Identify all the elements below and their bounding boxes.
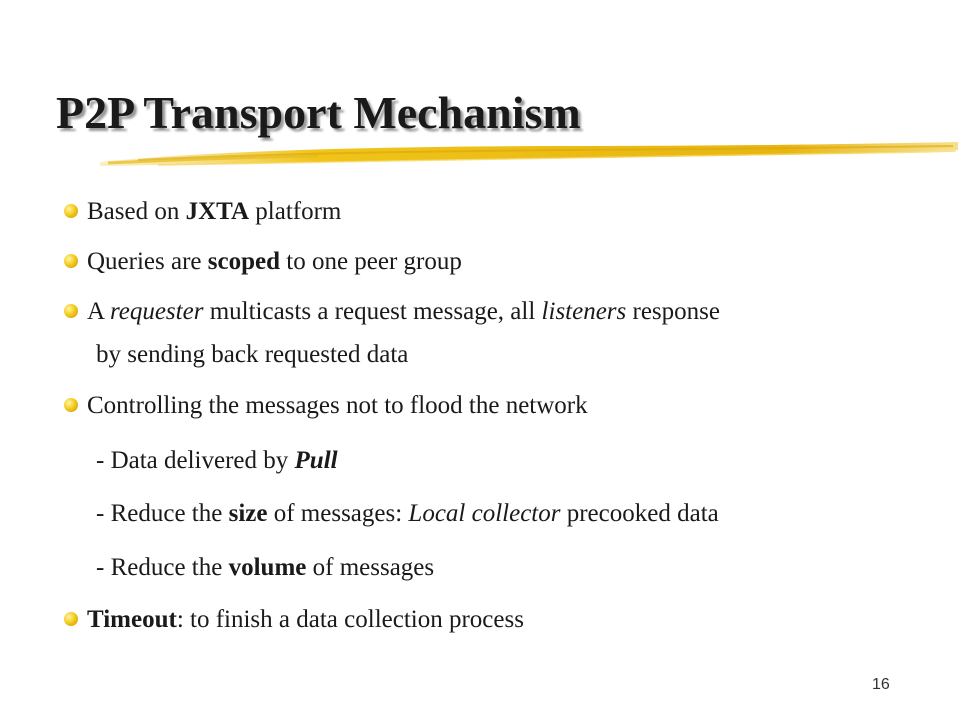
sub-item-text: - Reduce the: [96, 554, 229, 581]
sub-item-volume: [96, 553, 434, 583]
sub-item-emphasis: volume: [228, 554, 307, 581]
sub-item-pull: [96, 446, 338, 476]
bullet-item-requester-continued: by sending back requested data: [96, 341, 409, 368]
sub-item-text: of messages:: [267, 500, 409, 527]
bullet-text: platform: [249, 198, 342, 225]
bullet-icon: [64, 612, 78, 626]
bullet-emphasis: Timeout: [87, 606, 177, 633]
page-number: 16: [872, 676, 890, 693]
sub-item-size: [96, 499, 719, 529]
bullet-item-requester: [87, 297, 720, 327]
bullet-item-jxta: [87, 197, 341, 227]
sub-item-emphasis: size: [228, 500, 268, 527]
bullet-text: to one peer group: [280, 248, 462, 275]
bullet-emphasis: JXTA: [185, 198, 250, 225]
title-underline-brushstroke: [98, 136, 960, 176]
bullet-icon: [64, 304, 78, 318]
bullet-text: response: [626, 298, 720, 325]
bullet-emphasis: requester: [109, 298, 204, 325]
sub-item-text: - Data delivered by: [96, 447, 295, 474]
bullet-text: Based on: [87, 198, 186, 225]
bullet-item-controlling: Controlling the messages not to flood the network: [87, 392, 588, 419]
bullet-text: multicasts a request message, all: [203, 298, 542, 325]
bullet-text: : to finish a data collection process: [176, 606, 524, 633]
bullet-icon: [64, 204, 78, 218]
sub-item-text: precooked data: [560, 500, 719, 527]
bullet-emphasis: scoped: [207, 248, 280, 275]
sub-item-emphasis: Pull: [294, 447, 338, 474]
bullet-item-scoped: [87, 247, 462, 277]
sub-item-text: - Reduce the: [96, 500, 229, 527]
bullet-text: A: [87, 298, 110, 325]
bullet-icon: [64, 398, 78, 412]
bullet-item-timeout: [87, 605, 524, 635]
bullet-icon: [64, 254, 78, 268]
bullet-emphasis: listeners: [541, 298, 627, 325]
sub-item-text: of messages: [306, 554, 435, 581]
slide-title: P2P Transport Mechanism: [56, 87, 581, 138]
sub-item-emphasis: Local collector: [408, 500, 561, 527]
bullet-text: Queries are: [87, 248, 208, 275]
